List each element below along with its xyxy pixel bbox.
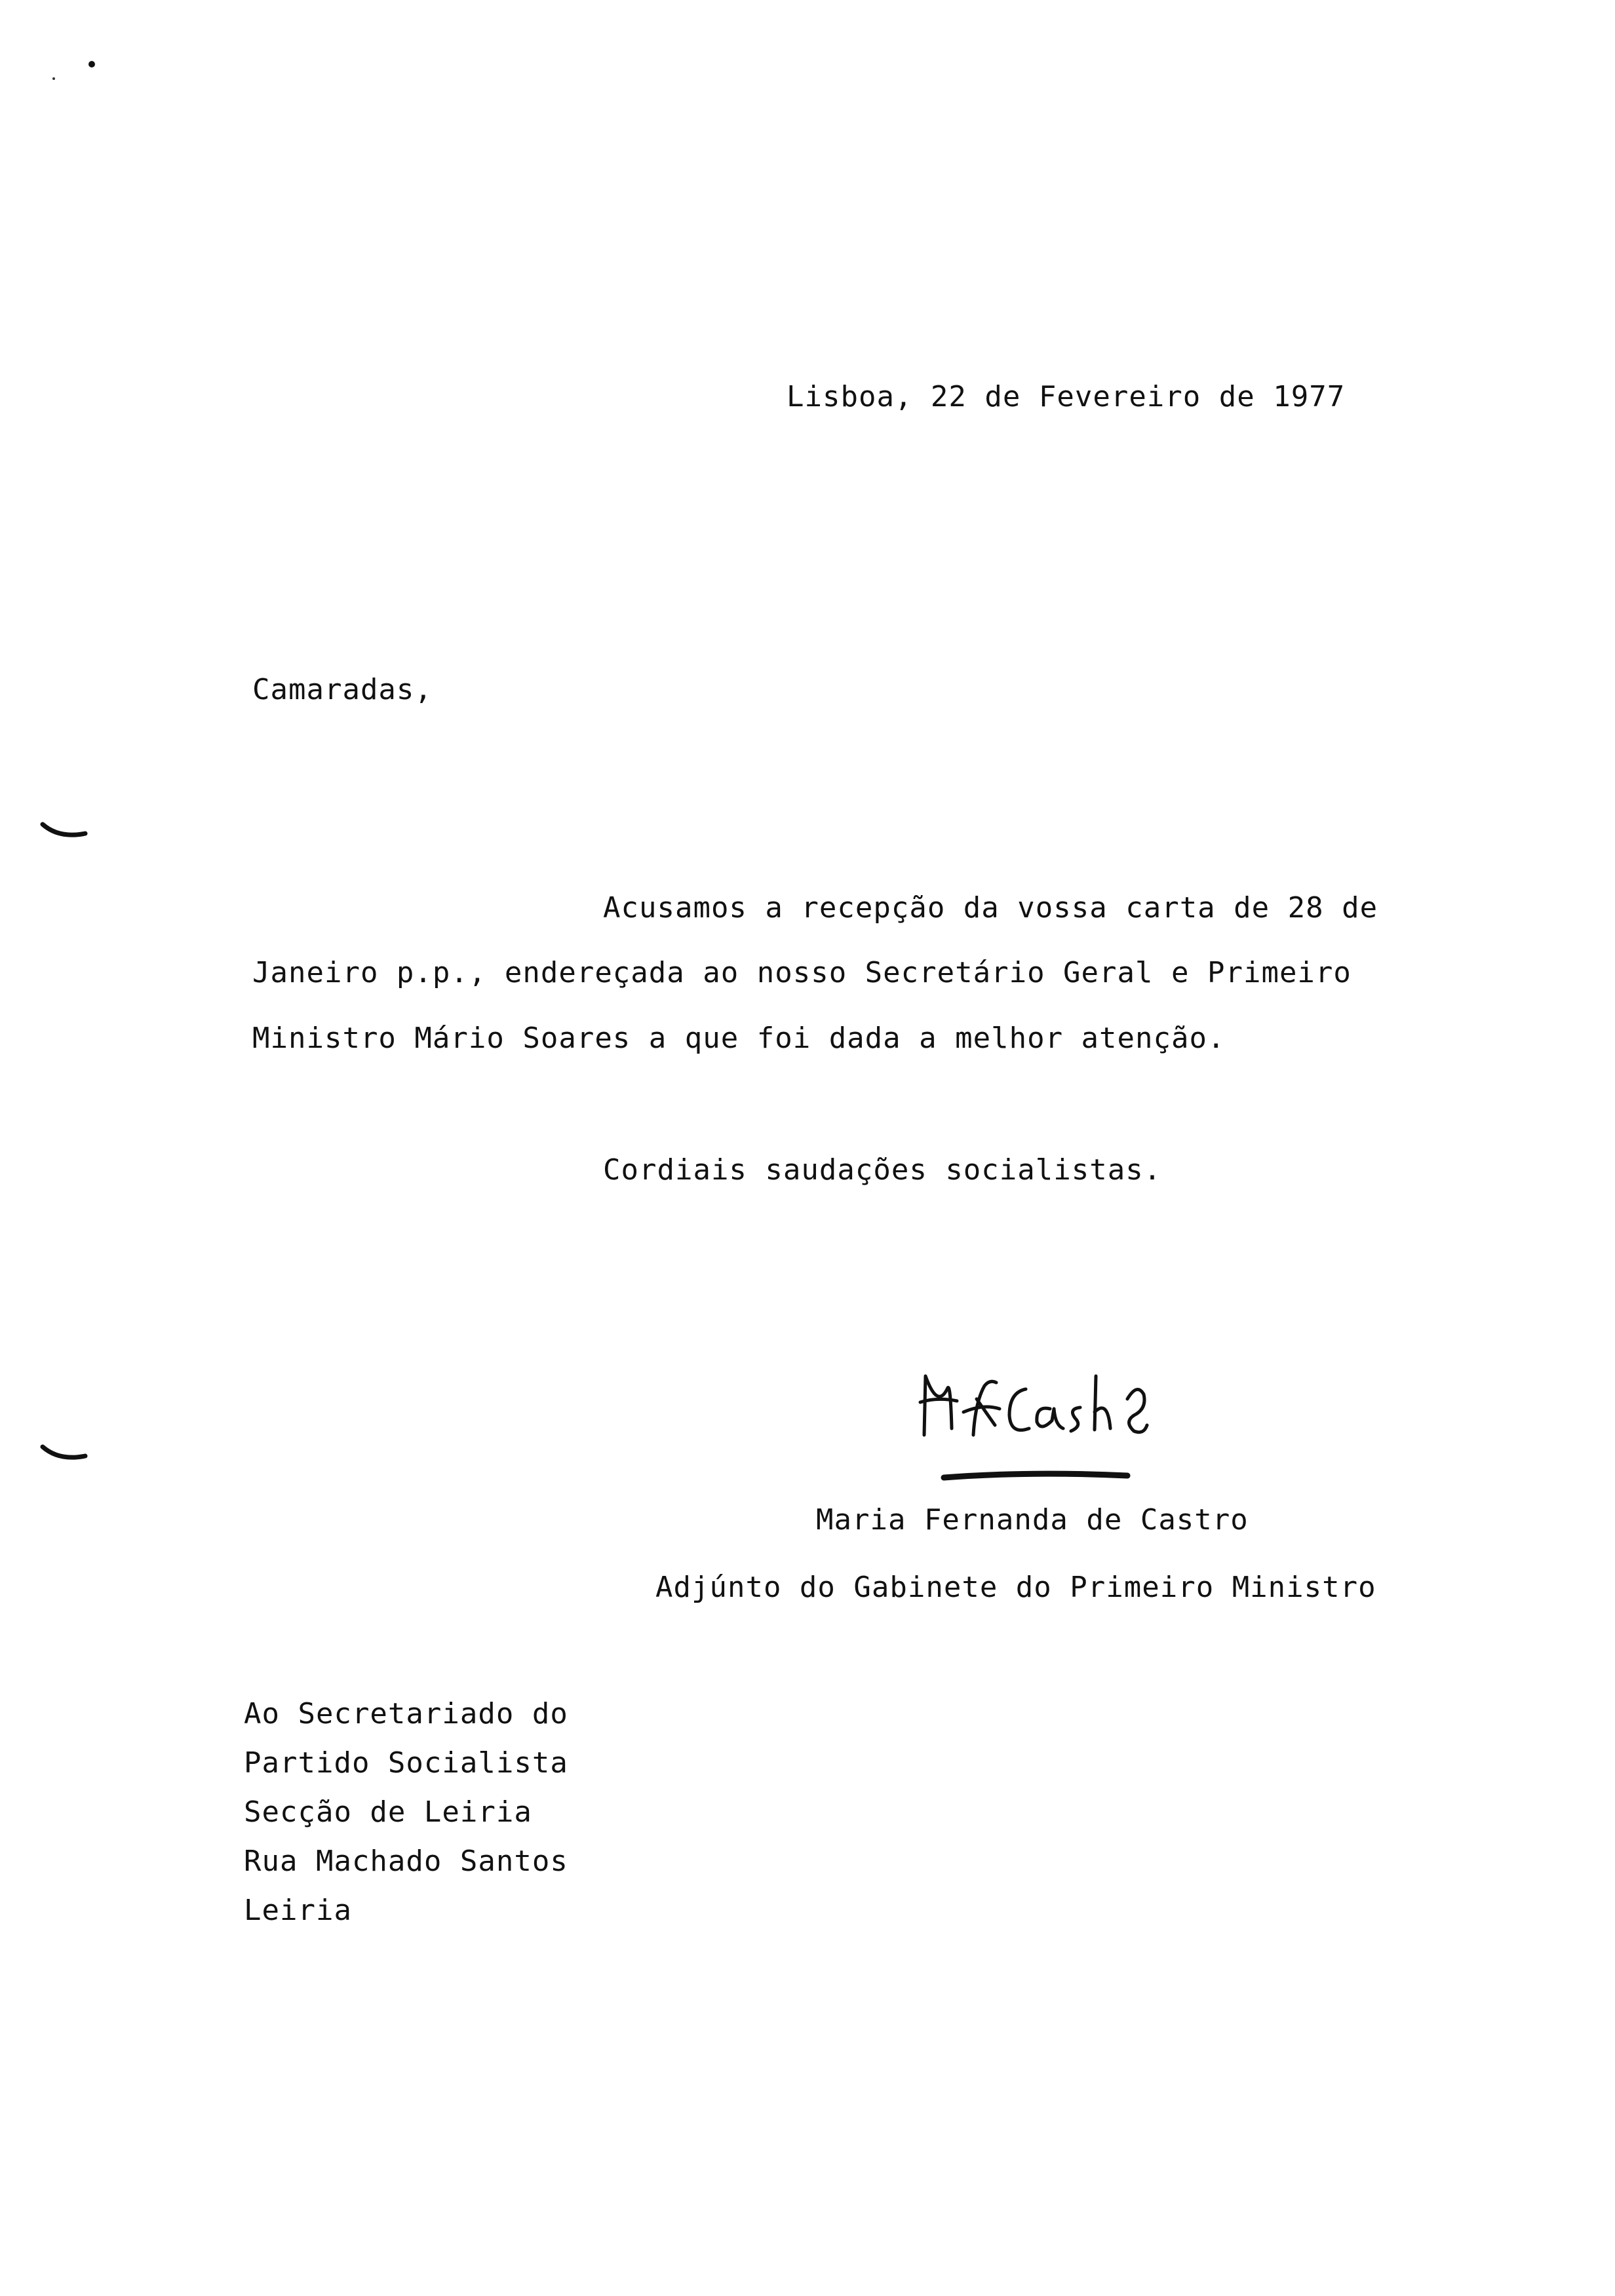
scan-artifact-mark: [39, 52, 111, 92]
scan-artifact-mark: [39, 819, 92, 845]
recipient-address-line: Partido Socialista: [244, 1746, 568, 1780]
signer-name: Maria Fernanda de Castro: [816, 1503, 1249, 1537]
letter-body-line: Acusamos a recepção da vossa carta de 28 de: [603, 891, 1378, 925]
recipient-address-line: Secção de Leiria: [244, 1795, 532, 1829]
signer-title: Adjúnto do Gabinete do Primeiro Ministro: [655, 1571, 1376, 1604]
letter-date: Lisboa, 22 de Fevereiro de 1977: [787, 380, 1346, 413]
recipient-address-line: Ao Secretariado do: [244, 1697, 568, 1731]
letter-closing: Cordiais saudações socialistas.: [603, 1153, 1162, 1187]
letter-body-line: Janeiro p.p., endereçada ao nosso Secretário Geral e Primeiro: [252, 956, 1352, 989]
recipient-address-line: Leiria: [244, 1894, 352, 1927]
handwritten-signature: [911, 1363, 1186, 1494]
letter-salutation: Camaradas,: [252, 673, 433, 706]
scan-artifact-mark: [39, 1442, 92, 1468]
recipient-address-line: Rua Machado Santos: [244, 1845, 568, 1878]
letter-body-line: Ministro Mário Soares a que foi dada a melhor atenção.: [252, 1022, 1226, 1055]
